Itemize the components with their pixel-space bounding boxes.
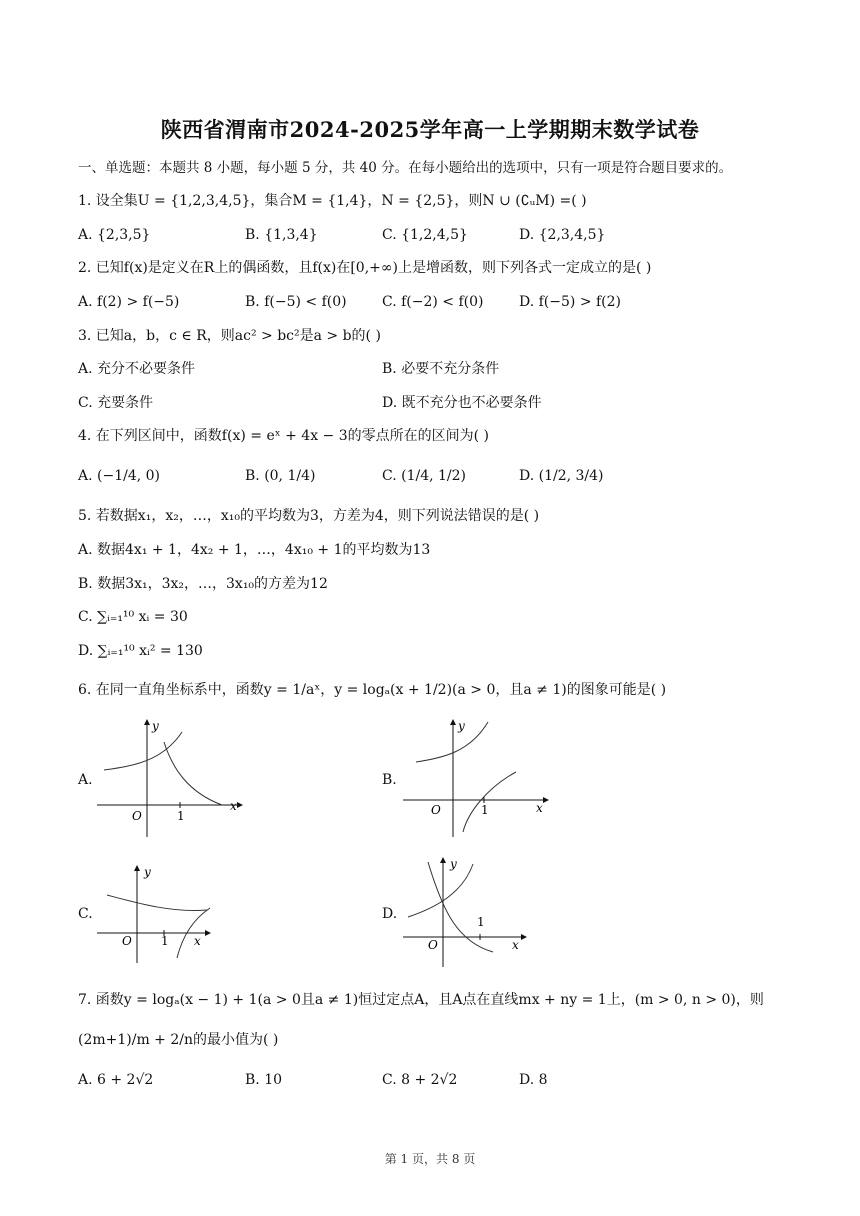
- origin-label: O: [132, 809, 142, 823]
- page-footer: 第 1 页，共 8 页: [384, 1152, 476, 1166]
- q1-option-c: C. {1,2,4,5}: [382, 227, 468, 243]
- q3-option-d: D. 既不充分也不必要条件: [382, 395, 542, 411]
- q2-option-b: B. f(−5) < f(0): [245, 294, 347, 310]
- question-4-stem: 4. 在下列区间中，函数f(x) = eˣ + 4x − 3的零点所在的区间为( ): [78, 428, 490, 444]
- q6-graph-b: [398, 712, 558, 842]
- exp-curve: [408, 864, 473, 917]
- q5-option-a: A. 数据4x₁ + 1，4x₂ + 1，…，4x₁₀ + 1的平均数为13: [78, 542, 431, 558]
- q2-option-d: D. f(−5) > f(2): [519, 294, 622, 310]
- q2-option-a: A. f(2) > f(−5): [78, 294, 180, 310]
- origin-label: O: [122, 934, 132, 948]
- q5-option-b: B. 数据3x₁，3x₂，…，3x₁₀的方差为12: [78, 576, 328, 592]
- x-label: x: [512, 938, 519, 952]
- log-curve: [164, 742, 222, 805]
- section-heading: 一、单选题：本题共 8 小题，每小题 5 分，共 40 分。在每小题给出的选项中，只有一项是符合题目要求的。: [78, 160, 733, 176]
- q4-option-d: D. (1/2, 3/4): [519, 468, 604, 484]
- q6-graph-d: [398, 852, 558, 972]
- question-6-stem: 6. 在同一直角坐标系中，函数y = 1/aˣ，y = logₐ(x + 1/2)(a > 0，且a ≠ 1)的图象可能是( ): [78, 682, 667, 698]
- q7-option-c: C. 8 + 2√2: [382, 1072, 458, 1088]
- question-3-stem: 3. 已知a，b，c ∈ R，则ac² > bc²是a > b的( ): [78, 328, 381, 344]
- y-label: y: [152, 719, 159, 733]
- log-curve: [463, 772, 516, 832]
- q5-option-d: D. ∑ᵢ₌₁¹⁰ xᵢ² = 130: [78, 643, 203, 659]
- q3-option-b: B. 必要不充分条件: [382, 361, 500, 377]
- q1-option-a: A. {2,3,5}: [78, 227, 151, 243]
- y-label: y: [144, 865, 151, 879]
- exp-curve: [107, 895, 207, 911]
- q7-option-d: D. 8: [519, 1072, 548, 1088]
- q6-graph-a: [92, 712, 252, 842]
- one-label: 1: [481, 803, 489, 817]
- q7-option-a: A. 6 + 2√2: [78, 1072, 154, 1088]
- q5-option-c: C. ∑ᵢ₌₁¹⁰ xᵢ = 30: [78, 609, 188, 625]
- page-title: 陕西省渭南市2024-2025学年高一上学期期末数学试卷: [160, 117, 700, 142]
- question-1-stem: 1. 设全集U = {1,2,3,4,5}，集合M = {1,4}，N = {2,5}，则N ∪ (∁ᵤM) =( ): [78, 193, 587, 209]
- q6-graph-c: [92, 858, 252, 968]
- q3-option-c: C. 充要条件: [78, 395, 154, 411]
- y-label: y: [458, 719, 465, 733]
- q6-option-b-label: B.: [382, 772, 397, 788]
- q3-option-a: A. 充分不必要条件: [78, 361, 196, 377]
- x-label: x: [194, 934, 201, 948]
- exp-curve: [104, 732, 182, 770]
- exp-curve: [416, 722, 488, 762]
- q6-option-a-label: A.: [78, 772, 93, 788]
- question-2-stem: 2. 已知f(x)是定义在R上的偶函数，且f(x)在[0,+∞)上是增函数，则下列各式一定成立的是( ): [78, 260, 652, 276]
- q2-option-c: C. f(−2) < f(0): [382, 294, 484, 310]
- q6-option-c-label: C.: [78, 906, 93, 922]
- one-label: 1: [161, 934, 169, 948]
- one-label: 1: [177, 809, 185, 823]
- x-label: x: [230, 799, 237, 813]
- q6-option-d-label: D.: [382, 906, 398, 922]
- x-label: x: [536, 801, 543, 815]
- origin-label: O: [428, 938, 438, 952]
- q4-option-c: C. (1/4, 1/2): [382, 468, 466, 484]
- y-label: y: [450, 857, 457, 871]
- q4-option-a: A. (−1/4, 0): [78, 468, 161, 484]
- origin-label: O: [431, 803, 441, 817]
- q4-option-b: B. (0, 1/4): [245, 468, 316, 484]
- question-7-stem: 7. 函数y = logₐ(x − 1) + 1(a > 0且a ≠ 1)恒过定点A，且A点在直线mx + ny = 1上，(m > 0, n > 0)，则: [78, 992, 764, 1008]
- question-7-stem-cont: (2m+1)/m + 2/n的最小值为( ): [78, 1032, 279, 1048]
- q1-option-d: D. {2,3,4,5}: [519, 227, 606, 243]
- one-label: 1: [477, 915, 485, 929]
- question-5-stem: 5. 若数据x₁，x₂，…，x₁₀的平均数为3，方差为4，则下列说法错误的是( ): [78, 508, 540, 524]
- q7-option-b: B. 10: [245, 1072, 283, 1088]
- q1-option-b: B. {1,3,4}: [245, 227, 318, 243]
